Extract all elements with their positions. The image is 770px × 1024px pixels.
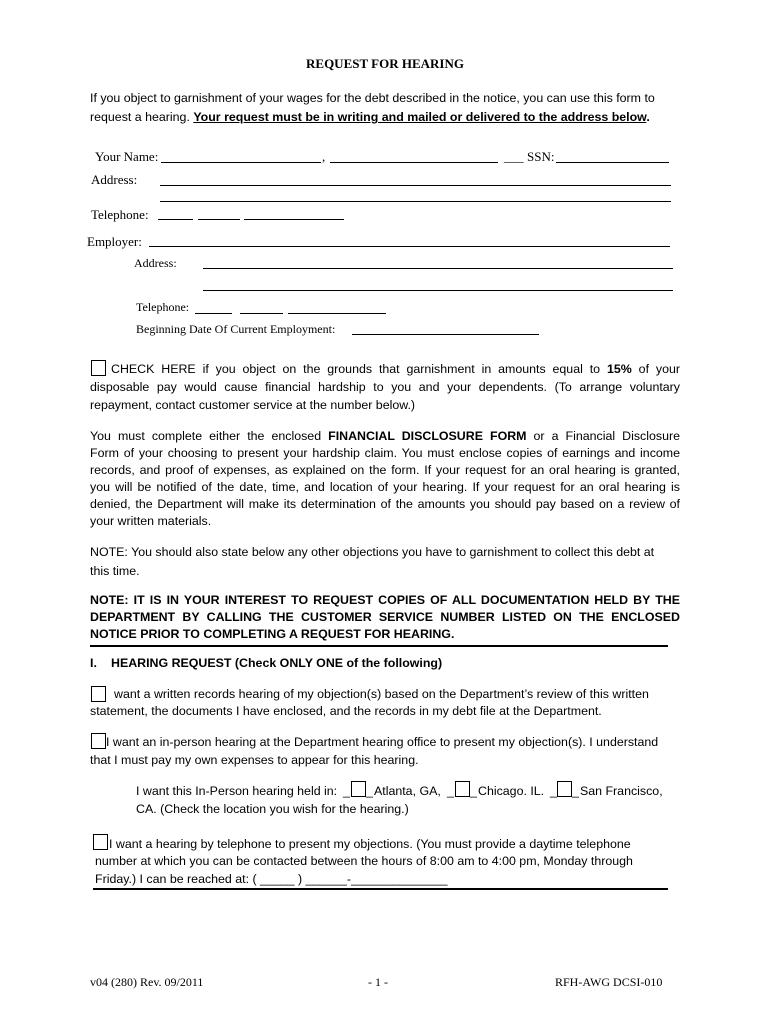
location-line-2: CA. (Check the location you wish for the hearing.)	[136, 802, 409, 816]
your-name-label: Your Name:	[95, 149, 159, 164]
ssn-field[interactable]	[556, 162, 669, 163]
chicago-blank-lead: _	[447, 784, 454, 798]
chicago-label: Chicago. IL.	[478, 784, 545, 798]
atlanta-checkbox[interactable]	[351, 781, 366, 797]
employer-address-field-line-2[interactable]	[203, 290, 673, 291]
disclosure-text-b: or a Financial Disclosure	[526, 429, 681, 443]
intro-plain: request a hearing.	[90, 110, 194, 124]
written-hearing-checkbox[interactable]	[91, 686, 106, 702]
san-francisco-checkbox[interactable]	[557, 781, 572, 797]
ssn-prefix: ___	[504, 149, 524, 164]
note2-line-1: NOTE: IT IS IN YOUR INTEREST TO REQUEST COPIES OF ALL DOCUMENTATION HELD BY THE	[90, 593, 680, 607]
written-hearing-line-1: want a written records hearing of my objection(s) based on the Department’s review of this written	[114, 687, 649, 701]
disclosure-line-6: your written materials.	[90, 514, 212, 528]
employer-telephone-number-field[interactable]	[288, 313, 386, 314]
disclosure-form-name: FINANCIAL DISCLOSURE FORM	[328, 429, 527, 443]
telephone-hearing-line-2: number at which you can be contacted between the hours of 8:00 am to 4:00 pm, Monday through	[95, 854, 633, 868]
hardship-percent: 15%	[606, 362, 632, 376]
intro-line-1: If you object to garnishment of your wages for the debt described in the notice, you can use this form to	[90, 91, 655, 105]
note1-line-1: NOTE: You should also state below any other objections you have to garnishment to collect this debt at	[90, 545, 655, 559]
footer-page-number: - 1 -	[368, 975, 388, 989]
section-divider-bottom	[93, 888, 668, 890]
telephone-hearing-checkbox[interactable]	[93, 834, 108, 850]
hardship-text-a: CHECK HERE if you object on the grounds that garnishment in amounts equal to	[111, 362, 607, 376]
disclosure-line-3: records, and proof of expenses, as explained on the form. If your request for an oral hearing is granted,	[90, 463, 680, 477]
written-hearing-line-2: statement, the documents I have enclosed, and the records in my debt file at the Department.	[90, 704, 602, 718]
telephone-prefix-field[interactable]	[198, 219, 240, 220]
chicago-checkbox[interactable]	[455, 781, 470, 797]
employer-address-label: Address:	[134, 256, 177, 270]
hardship-line-1	[111, 362, 680, 376]
telephone-hearing-line-3: Friday.) I can be reached at: ( _____ ) ______-______________	[95, 872, 448, 886]
sf-blank-lead: _	[550, 784, 557, 798]
disclosure-line-2: Form of your choosing to present your hardship claim. You must enclose copies of earnings and income	[90, 446, 680, 460]
sf-blank-trail: _	[572, 784, 579, 798]
telephone-number-field[interactable]	[244, 219, 344, 220]
san-francisco-label: San Francisco,	[580, 784, 663, 798]
last-name-field[interactable]	[330, 162, 498, 163]
disclosure-line-1	[90, 429, 680, 443]
in-person-hearing-line-1: I want an in-person hearing at the Department hearing office to present my objection(s). I understand	[106, 735, 659, 749]
note2-line-2: DEPARTMENT BY CALLING THE CUSTOMER SERVICE NUMBER LISTED ON THE ENCLOSED	[90, 610, 680, 624]
address-field-line-1[interactable]	[160, 185, 671, 186]
atlanta-blank-lead: _	[343, 784, 350, 798]
address-field-line-2[interactable]	[160, 201, 671, 202]
note2-line-3: NOTICE PRIOR TO COMPLETING A REQUEST FOR HEARING.	[90, 627, 455, 641]
section-divider-top	[90, 645, 668, 647]
hardship-line-3: repayment, contact customer service at the number below.)	[90, 398, 416, 412]
page-title: REQUEST FOR HEARING	[306, 56, 464, 71]
employer-telephone-label: Telephone:	[136, 300, 190, 314]
employer-telephone-prefix-field[interactable]	[240, 313, 283, 314]
chicago-blank-trail: _	[470, 784, 477, 798]
beginning-date-label: Beginning Date Of Current Employment:	[136, 322, 336, 336]
telephone-area-code-field[interactable]	[158, 219, 193, 220]
footer-version: v04 (280) Rev. 09/2011	[90, 975, 204, 989]
intro-line-2	[90, 110, 650, 124]
hardship-checkbox[interactable]	[91, 360, 106, 376]
disclosure-text-a: You must complete either the enclosed	[90, 429, 329, 443]
atlanta-label: Atlanta, GA,	[374, 784, 441, 798]
footer-form-id: RFH-AWG DCSI-010	[555, 975, 663, 989]
disclosure-line-4: you will be notified of the date, time, and location of your hearing. If your request for an oral hearing is	[90, 480, 680, 494]
atlanta-blank-trail: _	[366, 784, 373, 798]
intro-end: .	[646, 110, 650, 124]
telephone-label: Telephone:	[91, 207, 149, 222]
ssn-label: SSN:	[527, 149, 555, 164]
employer-label: Employer:	[87, 234, 142, 249]
in-person-hearing-checkbox[interactable]	[91, 733, 106, 749]
employer-telephone-area-field[interactable]	[195, 313, 232, 314]
disclosure-line-5: denied, the Department will make its determination of the amounts you should pay based on a review of	[90, 497, 680, 511]
section-heading: HEARING REQUEST (Check ONLY ONE of the following)	[111, 656, 443, 670]
employer-field[interactable]	[149, 246, 670, 247]
note1-line-2: this time.	[90, 564, 140, 578]
telephone-hearing-line-1: I want a hearing by telephone to present my objections. (You must provide a daytime telephone	[109, 837, 631, 851]
address-label: Address:	[91, 172, 138, 187]
name-comma: ,	[322, 149, 326, 164]
first-name-field[interactable]	[161, 162, 321, 163]
hardship-text-b: of your	[631, 362, 681, 376]
beginning-date-field[interactable]	[352, 334, 539, 335]
hardship-line-2: disposable pay would cause financial hardship to you and your dependents. (To arrange voluntary	[90, 380, 680, 394]
employer-address-field-line-1[interactable]	[203, 268, 673, 269]
location-prompt: I want this In-Person hearing held in:	[136, 784, 338, 798]
in-person-hearing-line-2: that I must pay my own expenses to appear for this hearing.	[90, 753, 419, 767]
intro-emphasis: Your request must be in writing and mailed or delivered to the address below	[193, 110, 647, 124]
section-number: I.	[90, 656, 97, 670]
